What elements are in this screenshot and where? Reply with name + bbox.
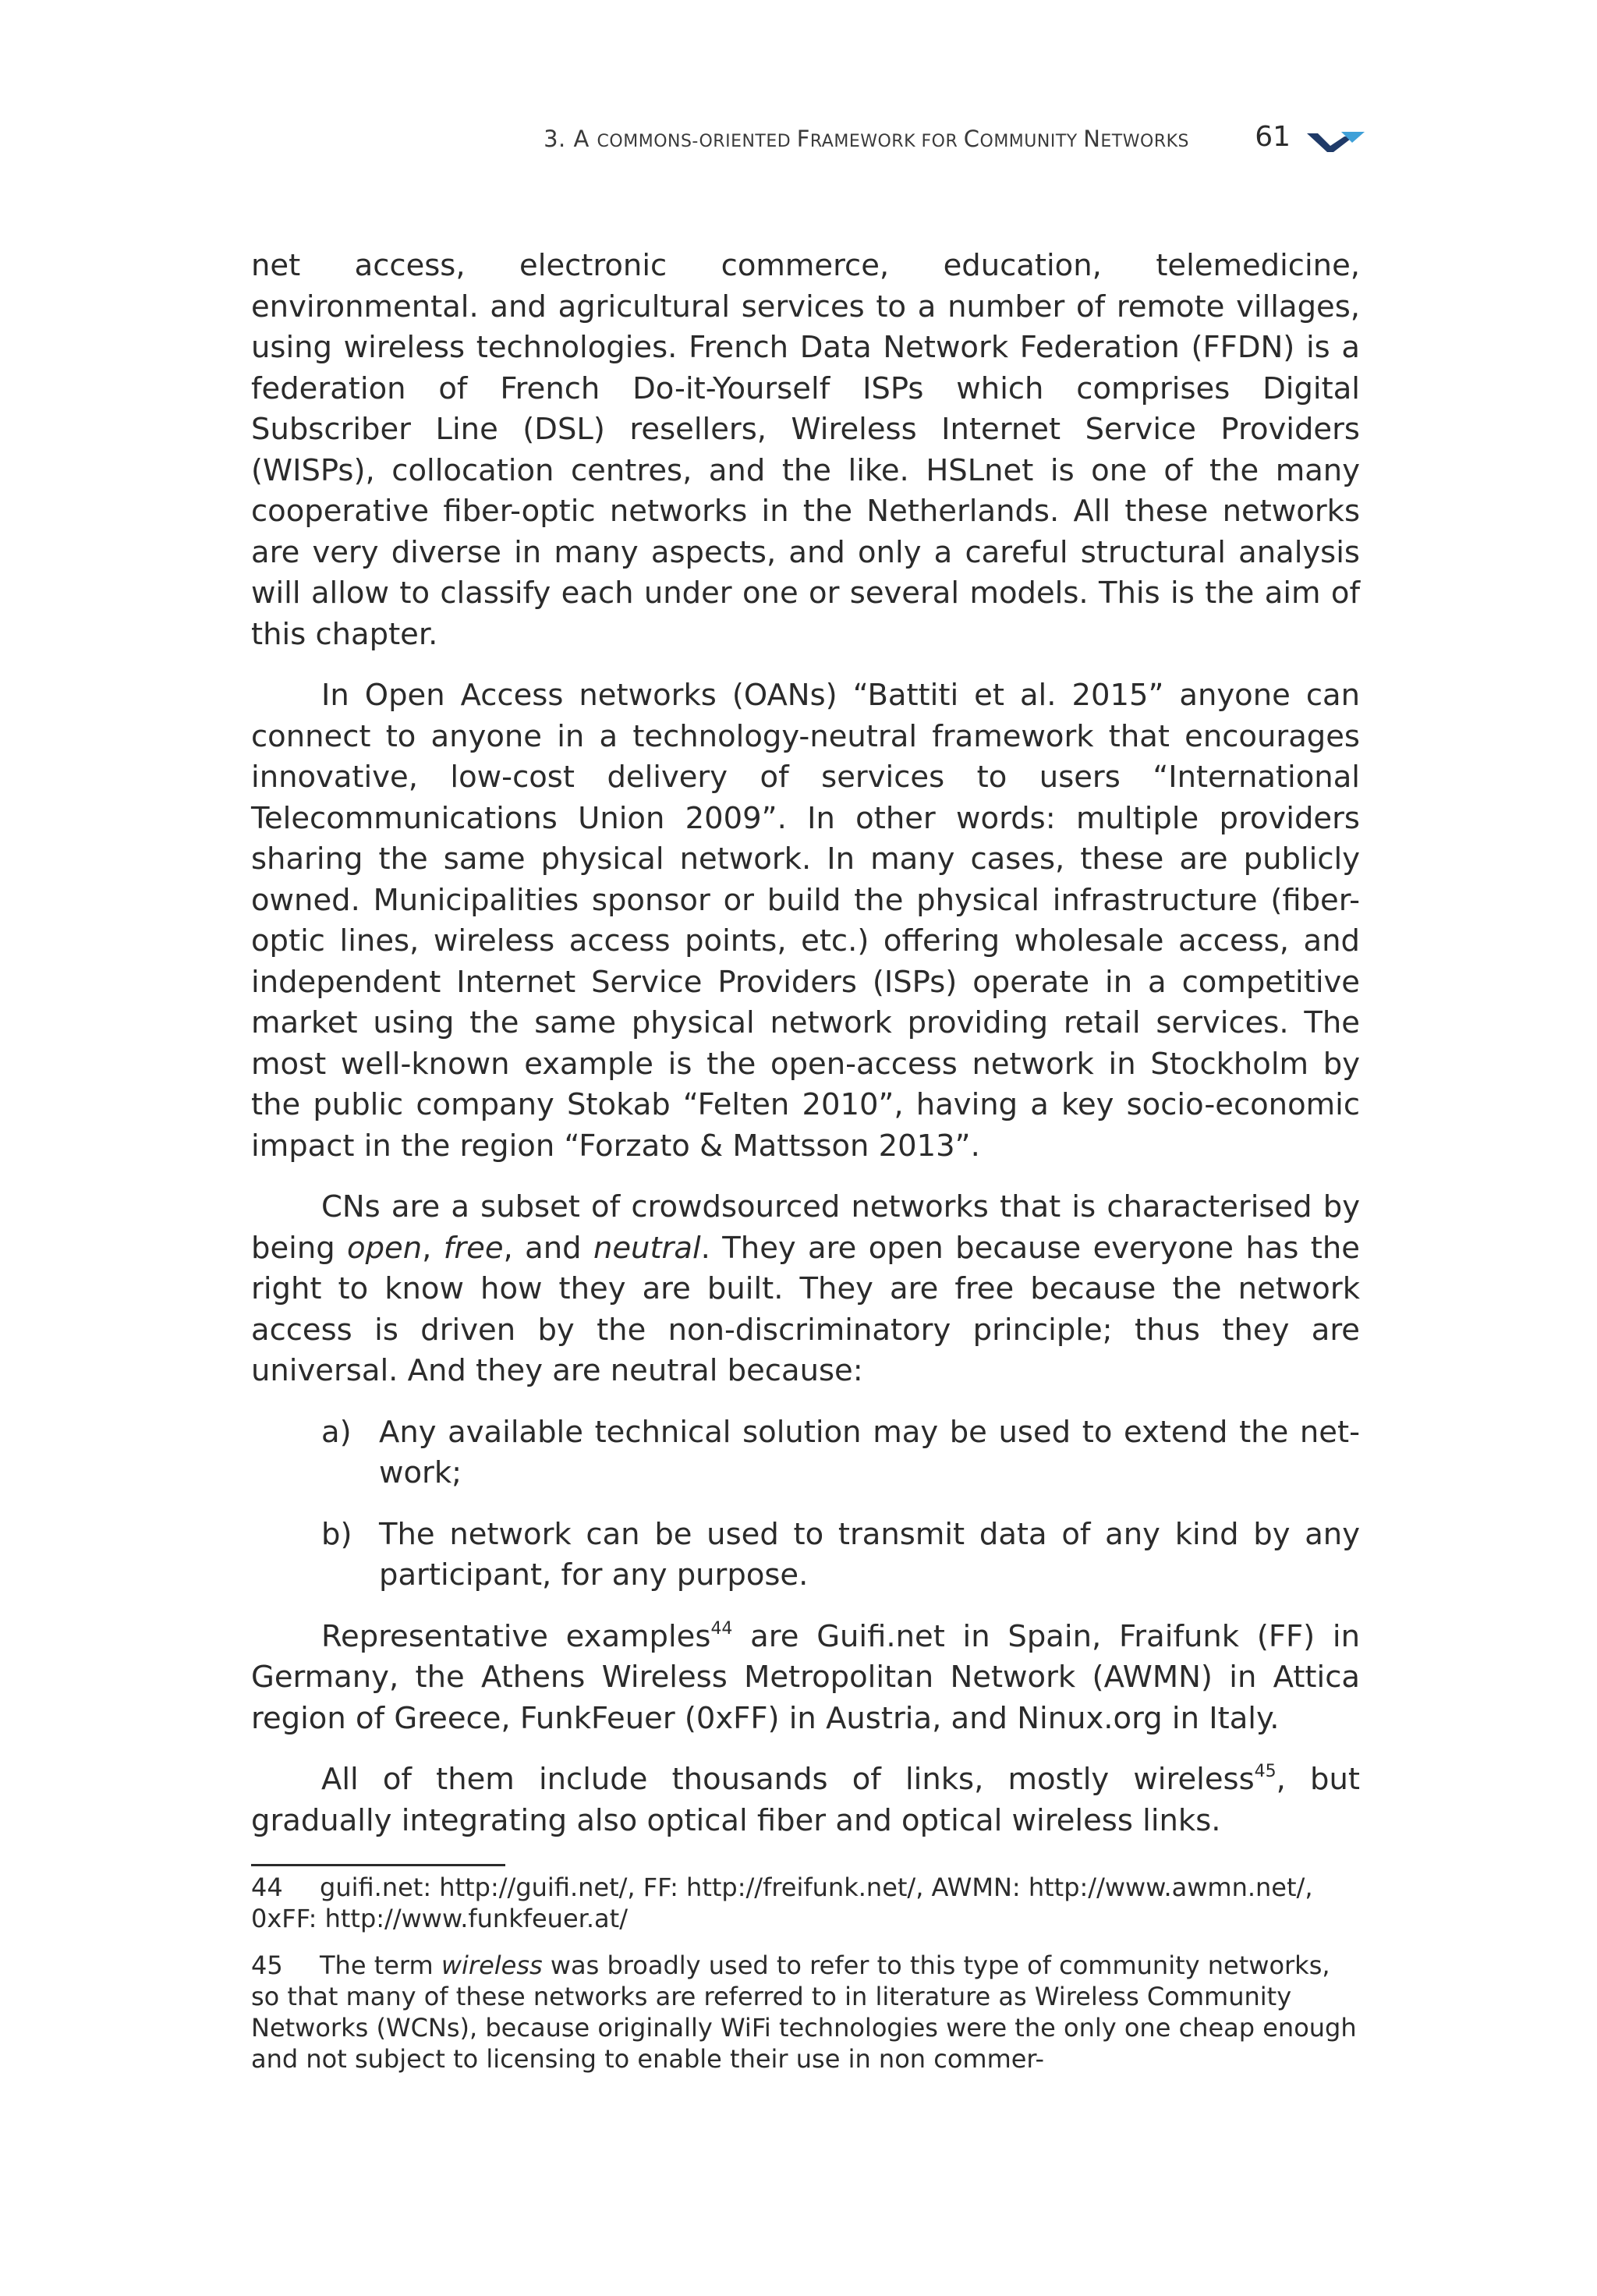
list-item-text: The network can be used to transmit data of any kind by any participant, for any purpose. xyxy=(379,1516,1360,1593)
running-head xyxy=(544,126,1189,152)
emphasis-neutral: neutral xyxy=(593,1230,701,1266)
footnotes xyxy=(251,1872,1360,2090)
footnote-number: 44 xyxy=(251,1873,283,1902)
page-number: 61 xyxy=(1255,121,1291,153)
text-span: CNs are a subset of crowdsourced networks that is characterised by being xyxy=(251,1189,1360,1266)
publisher-logo-icon xyxy=(1307,130,1365,152)
paragraph: In Open Access networks (OANs) “Battiti et al. 2015” anyone can connect to anyone in a technology-neutral framework that encourages innovative, low-cost delivery of services to users “International Telecommunications Union 2009”. In other words: multiple providers sharing the same physical network. In many cases, these are publicly owned. Municipalities sponsor or build the physical infrastructure (fiber-optic lines, wireless access points, etc.) offering wholesale access, and independent Internet Service Providers (ISPs) operate in a competitive market using the same physical network providing retail services. The most well-known example is the open-access network in Stockholm by the public company Stokab “Felten 2010”, having a key socio-economic impact in the region “Forzato & Mattsson 2013”. xyxy=(251,678,1360,1164)
paragraph-examples xyxy=(251,1617,1360,1740)
footnote-number: 45 xyxy=(251,1951,283,1980)
list-item-text: Any available technical solution may be used to extend the network; xyxy=(379,1414,1360,1490)
text-span: . They are open because everyone has the right to know how they are built. They are free because the network access is driven by the non-discriminatory principle; thus they are universal. And they are neutral because: xyxy=(251,1230,1360,1388)
text-span: All of them include thousands of links, mostly wireless xyxy=(321,1762,1255,1797)
page-body xyxy=(251,246,1360,1862)
text-span: , but gradually integrating also optical fiber and optical wireless links. xyxy=(251,1762,1360,1838)
footnote-emphasis: wireless xyxy=(441,1951,543,1980)
list-item xyxy=(251,1515,1360,1596)
running-head-part: COMMONS-ORIENTED xyxy=(597,132,797,151)
running-head-part: OMMUNITY xyxy=(979,132,1084,151)
footnote-text: The term xyxy=(320,1951,441,1980)
text-span: are Guifi.net in Spain, Fraifunk (FF) in Germany, the Athens Wireless Metropolitan Network (AWMN) in Attica region of Greece, FunkFeuer (0xFF) in Austria, and Ninux.org in Italy. xyxy=(251,1618,1360,1736)
text-span: , and xyxy=(503,1230,593,1266)
running-head-part: C xyxy=(963,126,980,152)
running-head-part: N xyxy=(1083,126,1101,152)
list-item xyxy=(251,1412,1360,1494)
emphasis-free: free xyxy=(443,1230,504,1266)
emphasis-open: open xyxy=(347,1230,423,1266)
list-marker: a) xyxy=(321,1414,352,1450)
footnote-text: was broadly used to refer to this type of community networks, so that many of these networks are referred to in literature as Wireless Community Networks (WCNs), because originally WiFi technologies were the only one cheap enough and not subject to licensing to enable their use in non commer- xyxy=(251,1951,1357,2074)
paragraph: net access, electronic commerce, education, telemedicine, environmental. and agricultural services to a number of remote villages, using wireless technologies. French Data Network Federation (FFDN) is a federation of French Do-it-Yourself ISPs which comprises Digital Subscriber Line (DSL) resellers, Wireless Internet Service Providers (WISPs), collocation centres, and the like. HSLnet is one of the many cooperative fiber-optic networks in the Netherlands. All these networks are very diverse in many aspects, and only a careful structural analysis will allow to classify each under one or several models. This is the aim of this chapter. xyxy=(251,248,1360,652)
footnote-text: guifi.net: http://guifi.net/, FF: http://freifunk.net/, AWMN: http://www.awmn.net/, 0xFF: http://www.funkfeuer.at/ xyxy=(251,1873,1313,1933)
paragraph-cn-definition xyxy=(251,1187,1360,1392)
list-marker: b) xyxy=(321,1516,352,1552)
running-head-part: 3. A xyxy=(544,126,597,152)
footnote-ref[interactable]: 44 xyxy=(710,1618,733,1639)
running-head-part: F xyxy=(796,126,810,152)
footnote xyxy=(251,1950,1360,2075)
paragraph-links xyxy=(251,1759,1360,1841)
running-head-part: RAMEWORK FOR xyxy=(809,132,964,151)
footnote xyxy=(251,1872,1360,1934)
footnote-ref[interactable]: 45 xyxy=(1254,1762,1277,1782)
text-span: Representative examples xyxy=(321,1618,711,1654)
page-header xyxy=(250,121,1365,160)
footnote-separator xyxy=(251,1864,505,1866)
text-span: , xyxy=(422,1230,444,1266)
running-head-part: ETWORKS xyxy=(1100,132,1189,151)
